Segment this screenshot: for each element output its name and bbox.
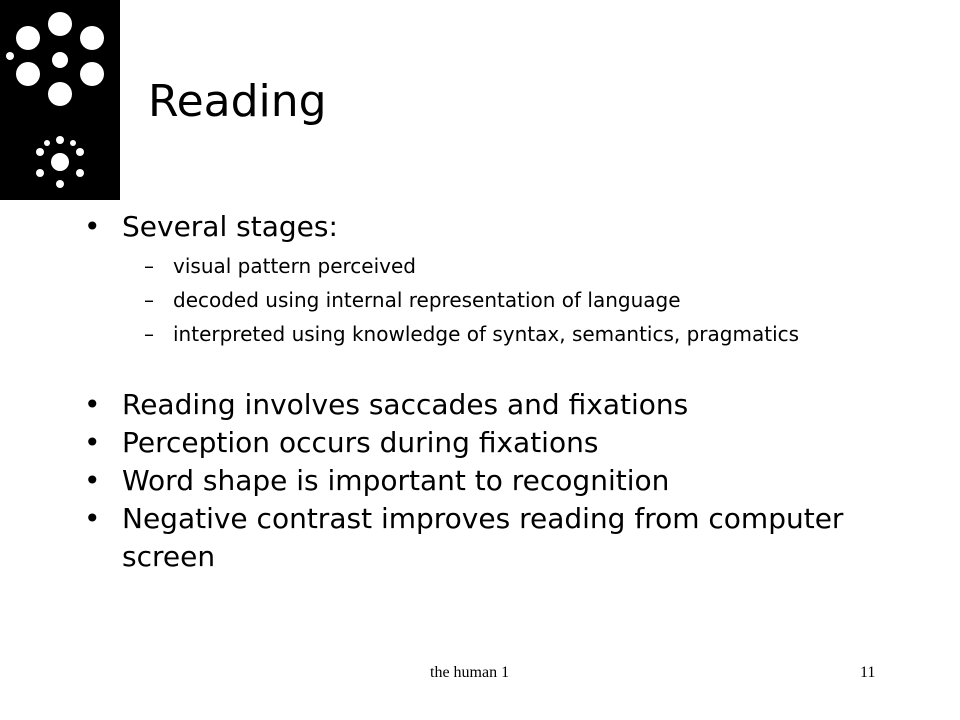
bullet-item bbox=[84, 208, 904, 246]
sub-bullet-item: – visual pattern perceived bbox=[84, 254, 904, 278]
logo-icon bbox=[0, 0, 120, 200]
bullet-text: Word shape is important to recognition bbox=[122, 464, 670, 497]
bullet-item bbox=[84, 424, 904, 462]
sub-bullet-list bbox=[84, 254, 904, 346]
slide-content bbox=[84, 208, 904, 576]
slide-title: Reading bbox=[148, 76, 327, 127]
sub-bullet-item: – decoded using internal representation of language bbox=[84, 288, 904, 312]
bullet-item bbox=[84, 386, 904, 424]
bullet-item bbox=[84, 462, 904, 500]
sub-bullet-item: – interpreted using knowledge of syntax, semantics, pragmatics bbox=[84, 322, 904, 346]
bullet-text: Negative contrast improves reading from computer screen bbox=[122, 502, 844, 573]
footer-label: the human 1 bbox=[430, 664, 510, 681]
bullet-text: Several stages: bbox=[122, 210, 338, 243]
page-number: 11 bbox=[860, 664, 876, 681]
bullet-item bbox=[84, 500, 904, 576]
bullet-text: Reading involves saccades and fixations bbox=[122, 388, 689, 421]
bullet-text: Perception occurs during fixations bbox=[122, 426, 599, 459]
